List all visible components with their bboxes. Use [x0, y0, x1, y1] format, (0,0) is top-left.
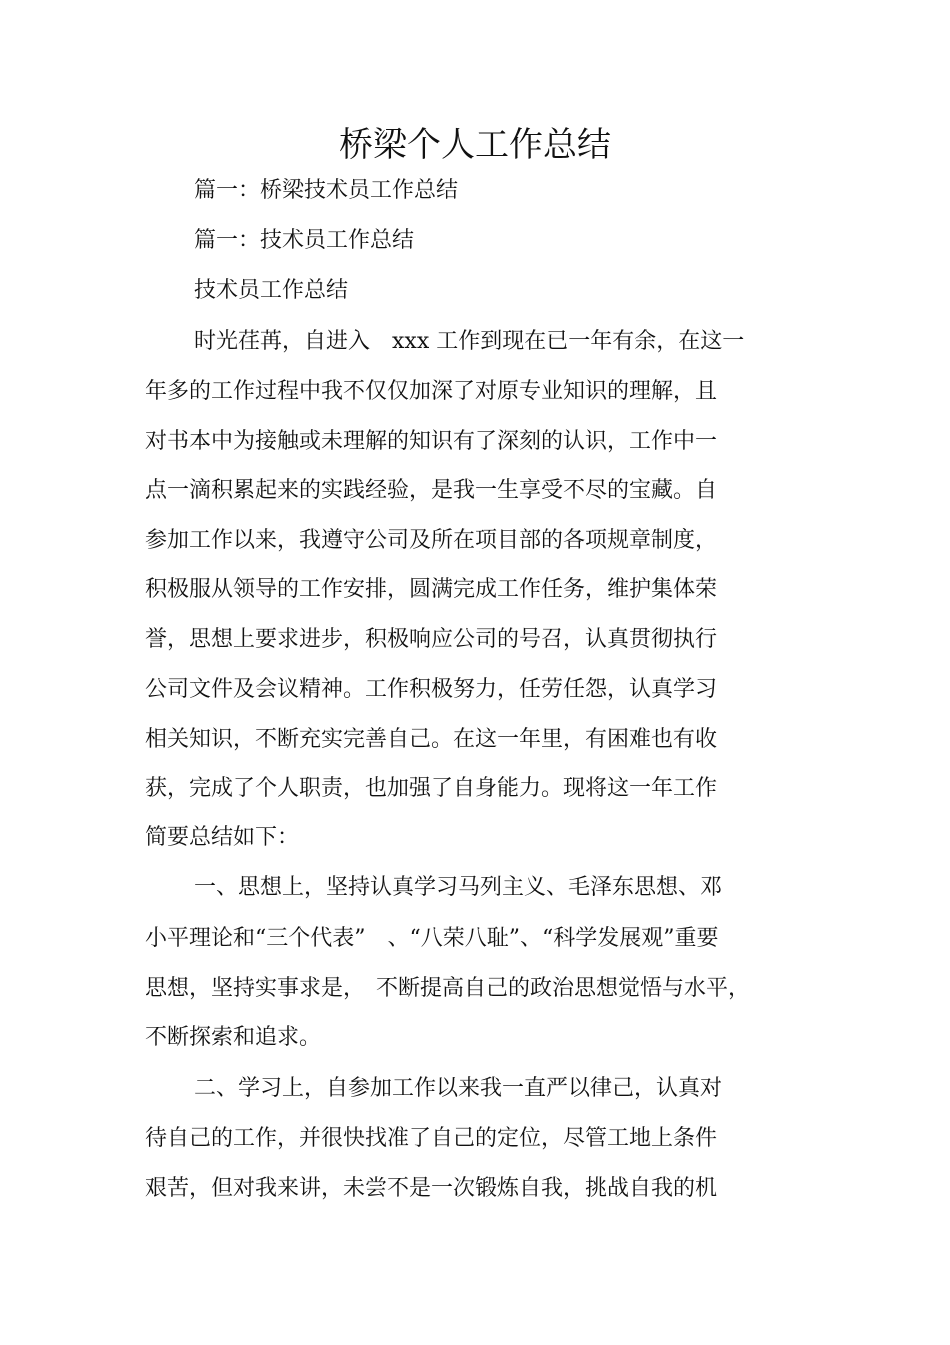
section-subtitle: 技术员工作总结	[194, 278, 349, 303]
section-heading: 篇一：技术员工作总结	[194, 228, 415, 253]
paragraph-line: 二、学习上，自参加工作以来我一直严以律己，认真对	[194, 1076, 723, 1101]
paragraph-line: 参加工作以来，我遵守公司及所在项目部的各项规章制度，	[145, 528, 718, 553]
paragraph-line: 不断探索和追求。	[145, 1025, 322, 1050]
paragraph-line: 简要总结如下：	[145, 825, 300, 850]
paragraph-line: 艰苦，但对我来讲，未尝不是一次锻炼自我，挑战自我的机	[145, 1176, 718, 1201]
paragraph-line: 一、思想上，坚持认真学习马列主义、毛泽东思想、邓	[194, 875, 723, 900]
paragraph-line: 年多的工作过程中我不仅仅加深了对原专业知识的理解，且	[145, 379, 718, 404]
paragraph-line: 时光荏苒，自进入 xxx 工作到现在已一年有余，在这一	[194, 329, 745, 354]
paragraph-line: 思想，坚持实事求是， 不断提高自己的政治思想觉悟与水平，	[145, 976, 751, 1001]
paragraph-line: 对书本中为接触或未理解的知识有了深刻的认识，工作中一	[145, 429, 718, 454]
paragraph-line: 相关知识，不断充实完善自己。在这一年里，有困难也有收	[145, 727, 718, 752]
paragraph-line: 点一滴积累起来的实践经验，是我一生享受不尽的宝藏。自	[145, 478, 718, 503]
paragraph-line: 待自己的工作，并很快找准了自己的定位，尽管工地上条件	[145, 1126, 718, 1151]
section-heading: 篇一：桥梁技术员工作总结	[194, 178, 459, 203]
paragraph-line: 积极服从领导的工作安排，圆满完成工作任务，维护集体荣	[145, 577, 718, 602]
document-title: 桥梁个人工作总结	[339, 125, 611, 165]
paragraph-line: 获，完成了个人职责，也加强了自身能力。现将这一年工作	[145, 776, 718, 801]
paragraph-line: 小平理论和“三个代表” 、“八荣八耻”、“科学发展观”重要	[145, 926, 719, 951]
paragraph-line: 公司文件及会议精神。工作积极努力，任劳任怨，认真学习	[145, 677, 718, 702]
paragraph-line: 誉，思想上要求进步，积极响应公司的号召，认真贯彻执行	[145, 627, 718, 652]
